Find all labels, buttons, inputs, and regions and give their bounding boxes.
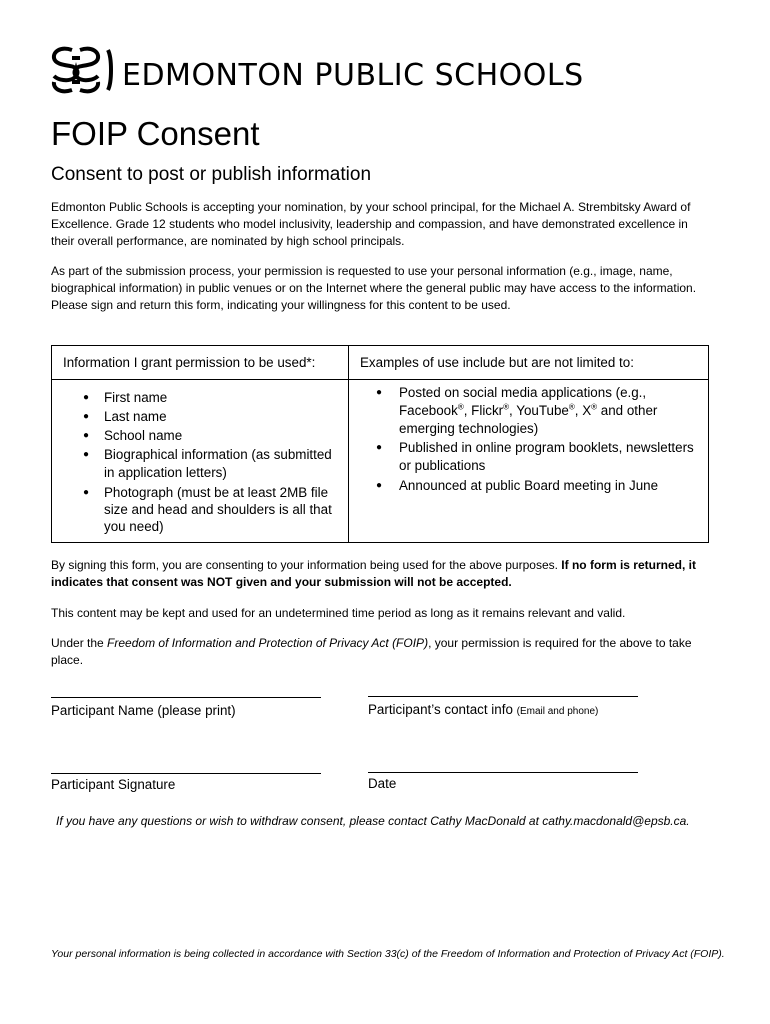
page-subtitle: Consent to post or publish information xyxy=(51,164,372,185)
information-list xyxy=(52,389,338,535)
information-cell xyxy=(52,380,349,543)
examples-list xyxy=(349,384,698,495)
intro-paragraph-2: As part of the submission process, your permission is requested to use your personal information (e.g., image, name, biographical information) in public venues or on the Internet where the general public may have access to the information. Please sign and return this form, indicating your willingness for this content to be used. xyxy=(51,264,697,312)
list-item-photograph: ● Photograph (must be at least 2MB file size and head and shoulders is all that you need) xyxy=(52,484,338,535)
list-item-school-name: ● School name xyxy=(52,427,338,445)
participant-signature-line[interactable] xyxy=(51,773,321,774)
date-line[interactable] xyxy=(368,772,638,773)
consent-paragraph: By signing this form, you are consenting to your information being used for the above purposes. If no form is returned, it indicates that consent was NOT given and your submission will not be accepted. xyxy=(51,558,696,589)
footer-note: Your personal information is being collected in accordance with Section 33(c) of the Freedom of Information and Protection of Privacy Act (FOIP). xyxy=(51,948,725,960)
participant-name-line[interactable] xyxy=(51,697,321,698)
org-name: EDMONTON PUBLIC SCHOOLS xyxy=(122,58,584,93)
table-header-examples: Examples of use include but are not limited to: xyxy=(349,346,709,380)
eps-logo-icon xyxy=(50,44,114,96)
intro-paragraph-1: Edmonton Public Schools is accepting your nomination, by your school principal, for the Michael A. Strembitsky Award of Excellence. Grade 12 students who model inclusivity, leadership and compassion, and have demonstrated excellence in their overall performance, are nominated by high school principals. xyxy=(51,200,691,248)
participant-name-label: Participant Name (please print) xyxy=(51,703,236,718)
header-logo xyxy=(50,44,584,96)
list-item-first-name: ● First name xyxy=(52,389,338,407)
contact-info-line[interactable] xyxy=(368,696,638,697)
contact-note: If you have any questions or wish to withdraw consent, please contact Cathy MacDonald at cathy.macdonald@epsb.ca. xyxy=(56,814,690,828)
retention-paragraph: This content may be kept and used for an undetermined time period as long as it remains relevant and valid. xyxy=(51,606,626,620)
list-item-online-publications: ● Published in online program booklets, newsletters or publications xyxy=(349,439,698,475)
permission-table xyxy=(51,345,709,543)
examples-cell xyxy=(349,380,709,543)
contact-info-label: Participant’s contact info (Email and phone) xyxy=(368,702,599,717)
list-item-last-name: ● Last name xyxy=(52,408,338,426)
list-item-biographical-info: ● Biographical information (as submitted in application letters) xyxy=(52,446,338,482)
date-label: Date xyxy=(368,776,397,791)
participant-signature-label: Participant Signature xyxy=(51,777,176,792)
list-item-board-meeting: ● Announced at public Board meeting in June xyxy=(349,477,698,495)
page-title: FOIP Consent xyxy=(51,115,260,152)
foip-paragraph: Under the Freedom of Information and Protection of Privacy Act (FOIP), your permission is required for the above to take place. xyxy=(51,636,692,667)
list-item-social-media: ● Posted on social media applications (e.g., Facebook®, Flickr®, YouTube®, X® and other emerging technologies) xyxy=(349,384,698,438)
table-header-information: Information I grant permission to be used*: xyxy=(52,346,349,380)
